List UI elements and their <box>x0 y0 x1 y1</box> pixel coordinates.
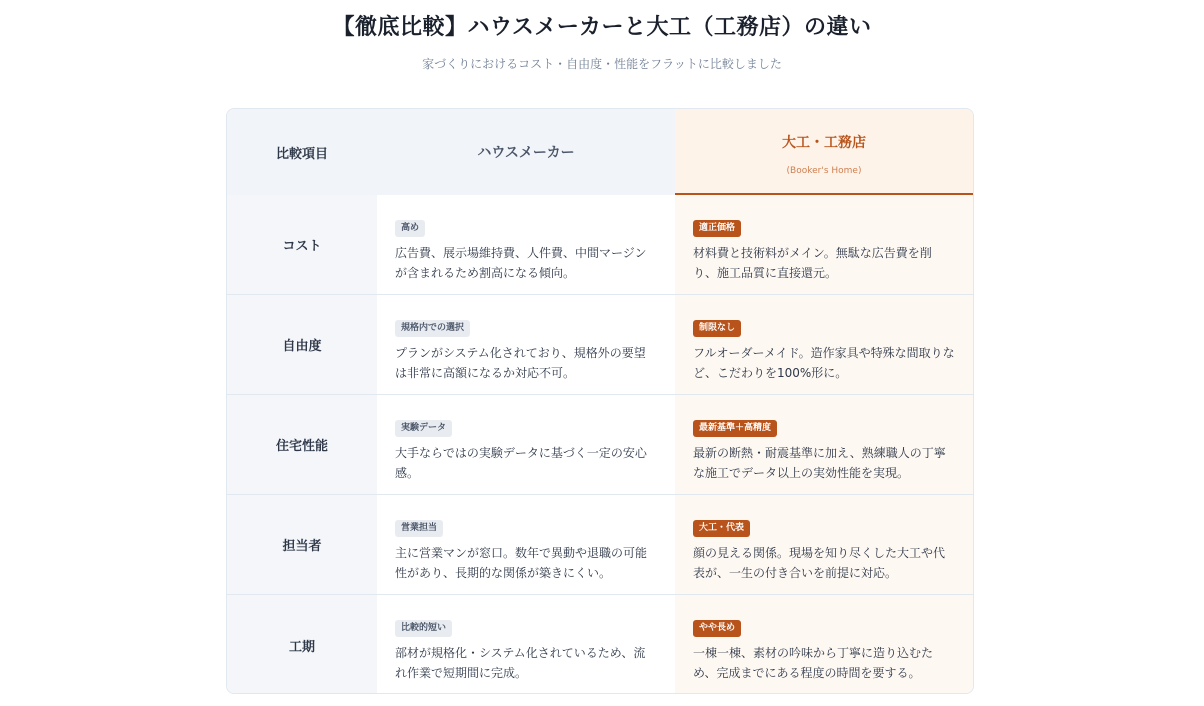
daiku-text: 顔の見える関係。現場を知り尽くした大工や代表が、一生の付き合いを前提に対応。 <box>693 546 946 580</box>
table-header-row <box>227 109 973 195</box>
daiku-text: 一棟一棟、素材の吟味から丁寧に造り込むため、完成までにある程度の時間を要する。 <box>693 646 934 680</box>
daiku-badge: 大工・代表 <box>693 520 750 537</box>
house-maker-cell <box>377 195 675 294</box>
header-house-maker: ハウスメーカー <box>377 109 675 195</box>
header-daiku <box>675 109 973 195</box>
house-maker-text: 部材が規格化・システム化されているため、流れ作業で短期間に完成。 <box>395 646 646 680</box>
house-maker-badge: 実験データ <box>395 420 452 437</box>
row-item-label: 担当者 <box>227 495 377 594</box>
daiku-badge: 制限なし <box>693 320 741 337</box>
table-row <box>227 295 973 395</box>
table-row <box>227 195 973 295</box>
page-subtitle: 家づくりにおけるコスト・自由度・性能をフラットに比較しました <box>422 57 782 71</box>
header-daiku-subtitle: (Booker's Home) <box>786 166 862 176</box>
house-maker-badge: 規格内での選択 <box>395 320 470 337</box>
daiku-badge: 適正価格 <box>693 220 741 237</box>
house-maker-text: プランがシステム化されており、規格外の要望は非常に高額になるか対応不可。 <box>395 346 646 380</box>
row-item-label: コスト <box>227 195 377 294</box>
house-maker-cell <box>377 295 675 394</box>
house-maker-text: 広告費、展示場維持費、人件費、中間マージンが含まれるため割高になる傾向。 <box>395 246 647 280</box>
daiku-badge: 最新基準＋高精度 <box>693 420 777 437</box>
house-maker-cell <box>377 495 675 594</box>
table-row <box>227 495 973 595</box>
house-maker-badge: 営業担当 <box>395 520 443 537</box>
daiku-cell <box>675 295 973 394</box>
daiku-cell <box>675 395 973 494</box>
daiku-cell <box>675 495 973 594</box>
comparison-table <box>226 108 974 694</box>
daiku-text: フルオーダーメイド。造作家具や特殊な間取りなど、こだわりを100%形に。 <box>693 346 955 380</box>
page-title: 【徹底比較】ハウスメーカーと大工（工務店）の違い <box>332 15 872 40</box>
header-daiku-title: 大工・工務店 <box>782 135 866 151</box>
table-row <box>227 595 973 694</box>
house-maker-text: 大手ならではの実験データに基づく一定の安心感。 <box>395 446 647 480</box>
daiku-cell <box>675 195 973 294</box>
daiku-badge: やや長め <box>693 620 741 637</box>
row-item-label: 住宅性能 <box>227 395 377 494</box>
daiku-cell <box>675 595 973 694</box>
house-maker-badge: 高め <box>395 220 425 237</box>
house-maker-badge: 比較的短い <box>395 620 452 637</box>
daiku-text: 最新の断熱・耐震基準に加え、熟練職人の丁寧な施工でデータ以上の実効性能を実現。 <box>693 446 946 480</box>
house-maker-text: 主に営業マンが窓口。数年で異動や退職の可能性があり、長期的な関係が築きにくい。 <box>395 546 648 580</box>
row-item-label: 工期 <box>227 595 377 694</box>
daiku-text: 材料費と技術料がメイン。無駄な広告費を削り、施工品質に直接還元。 <box>693 246 932 280</box>
header-item: 比較項目 <box>227 109 377 195</box>
row-item-label: 自由度 <box>227 295 377 394</box>
house-maker-cell <box>377 595 675 694</box>
house-maker-cell <box>377 395 675 494</box>
table-row <box>227 395 973 495</box>
